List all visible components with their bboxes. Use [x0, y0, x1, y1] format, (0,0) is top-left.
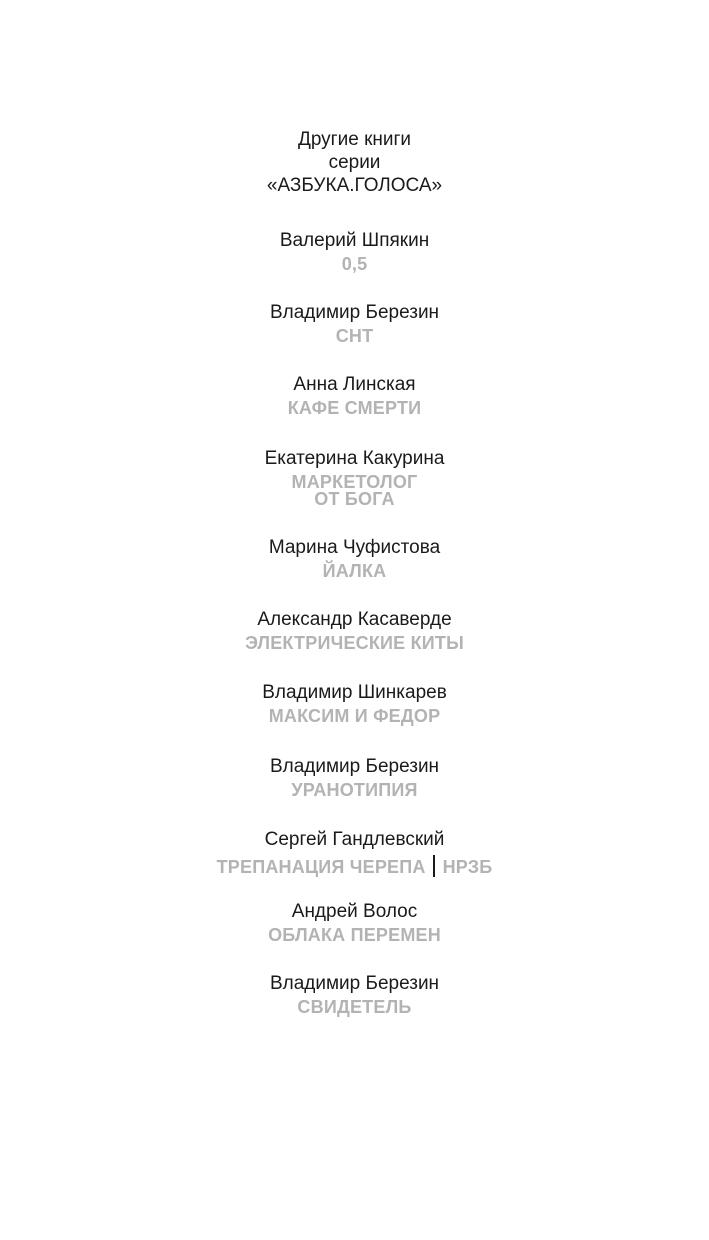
book-title: СНТ [335, 326, 374, 346]
book-author: Анна Линская [293, 374, 416, 395]
title-separator [433, 855, 435, 877]
book-author: Валерий Шпякин [279, 230, 430, 251]
book-title: ЭЛЕКТРИЧЕСКИЕ КИТЫ [245, 633, 464, 653]
book-entry [0, 448, 709, 508]
book-entry [0, 682, 709, 725]
book-author: Владимир Шинкарев [262, 682, 447, 703]
book-entry [0, 756, 709, 799]
book-entry [0, 829, 709, 877]
heading-line-2: серии [328, 152, 381, 173]
book-author: Александр Касаверде [257, 609, 452, 630]
book-entry [0, 901, 709, 944]
book-title-part-2: НРЗБ [442, 857, 493, 877]
book-author: Владимир Березин [269, 973, 440, 994]
book-entry [0, 302, 709, 345]
book-author: Екатерина Какурина [264, 448, 445, 469]
book-entry [0, 609, 709, 652]
book-title: ОБЛАКА ПЕРЕМЕН [268, 925, 441, 945]
book-entry [0, 374, 709, 417]
book-title: КАФЕ СМЕРТИ [287, 398, 422, 418]
book-title-line-2: ОТ БОГА [314, 489, 395, 509]
book-title: МАКСИМ И ФЕДОР [268, 706, 441, 726]
book-title: СВИДЕТЕЛЬ [297, 997, 412, 1017]
heading-line-3: «АЗБУКА.ГОЛОСА» [266, 175, 443, 196]
book-title [0, 474, 709, 508]
book-title-line-1: МАРКЕТОЛОГ [291, 472, 418, 492]
book-title: ЙАЛКА [322, 561, 387, 581]
book-author: Владимир Березин [269, 756, 440, 777]
book-author: Андрей Волос [291, 901, 418, 922]
heading-line-1: Другие книги [297, 129, 412, 150]
book-author: Владимир Березин [269, 302, 440, 323]
book-author: Марина Чуфистова [268, 537, 441, 558]
series-heading [0, 128, 709, 197]
book-entry [0, 230, 709, 273]
book-entry [0, 537, 709, 580]
book-entry [0, 973, 709, 1016]
book-title: УРАНОТИПИЯ [291, 780, 418, 800]
book-title-part-1: ТРЕПАНАЦИЯ ЧЕРЕПА [216, 857, 426, 877]
book-title: 0,5 [341, 254, 368, 274]
book-title [0, 855, 709, 877]
book-author: Сергей Гандлевский [264, 829, 445, 850]
